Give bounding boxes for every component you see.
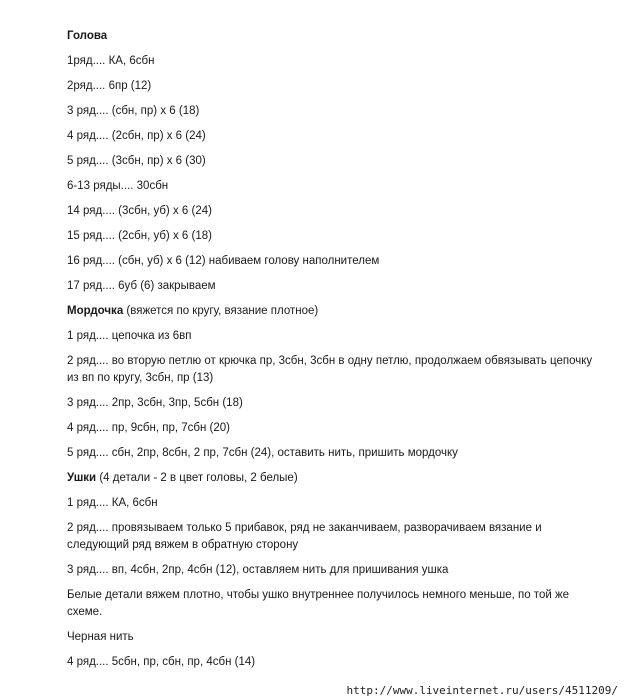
section-note-muzzle: (вяжется по кругу, вязание плотное): [123, 305, 319, 317]
muzzle-row: 5 ряд.... сбн, 2пр, 8сбн, 2 пр, 7сбн (24), оставить нить, пришить мордочку: [67, 447, 458, 459]
head-row: 6-13 ряды.... 30сбн: [67, 180, 169, 192]
watermark-url: http://www.liveinternet.ru/users/4511209/: [346, 684, 618, 697]
section-note-ears: (4 детали - 2 в цвет головы, 2 белые): [96, 472, 298, 484]
ears-note: Белые детали вяжем плотно, чтобы ушко внутреннее получилось немного меньше, по той же схеме.: [67, 589, 570, 618]
head-row: 15 ряд.... (2сбн, уб) х 6 (18): [67, 230, 212, 242]
head-row: 14 ряд.... (3сбн, уб) х 6 (24): [67, 205, 212, 217]
ears-row: 3 ряд.... вп, 4сбн, 2пр, 4сбн (12), оставляем нить для пришивания ушка: [67, 564, 449, 576]
section-title-ears: Ушки: [67, 472, 97, 484]
document-body: [67, 28, 597, 679]
muzzle-row: 4 ряд.... пр, 9сбн, пр, 7сбн (20): [67, 422, 230, 434]
head-row: 3 ряд.... (сбн, пр) х 6 (18): [67, 105, 200, 117]
ears-row: 2 ряд.... провязываем только 5 прибавок, ряд не заканчиваем, разворачиваем вязание и следующий ряд вяжем в обратную сторону: [67, 522, 542, 551]
ears-row: 1 ряд.... КА, 6сбн: [67, 497, 158, 509]
muzzle-row: 1 ряд.... цепочка из 6вп: [67, 330, 192, 342]
muzzle-row: 2 ряд.... во вторую петлю от крючка пр, 3сбн, 3сбн в одну петлю, продолжаем обвязывать цепочку из вп по кругу, 3сбн, пр (13): [67, 355, 593, 384]
ears-row: 4 ряд.... 5сбн, пр, сбн, пр, 4сбн (14): [67, 656, 256, 668]
head-row: 2ряд.... 6пр (12): [67, 80, 152, 92]
head-row: 16 ряд.... (сбн, уб) х 6 (12) набиваем голову наполнителем: [67, 255, 380, 267]
section-title-head: Голова: [67, 30, 108, 42]
head-row: 4 ряд.... (2сбн, пр) х 6 (24): [67, 130, 206, 142]
section-title-muzzle: Мордочка: [67, 305, 124, 317]
head-row: 17 ряд.... 6уб (6) закрываем: [67, 280, 216, 292]
head-row: 5 ряд.... (3сбн, пр) х 6 (30): [67, 155, 206, 167]
section-header-muzzle: [67, 303, 597, 320]
head-row: 1ряд.... КА, 6сбн: [67, 55, 155, 67]
ears-thread-note: Черная нить: [67, 631, 134, 643]
muzzle-row: 3 ряд.... 2пр, 3сбн, 3пр, 5сбн (18): [67, 397, 243, 409]
section-header-ears: [67, 470, 597, 487]
